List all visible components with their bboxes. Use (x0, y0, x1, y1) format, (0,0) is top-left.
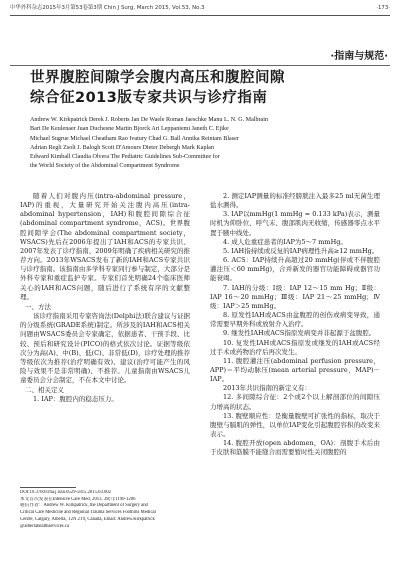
footnote-line: 通信作者：Andrew W. Kirkpatrick, the Department of Surgery and (20, 503, 148, 509)
definition-9: 9. 继发性IAH或ACS指原发病变并非起源于盆腹腔。 (223, 329, 376, 338)
article-title-line-1: 世界腹腔间隙学会腹内高压和腹腔间隙 (30, 70, 285, 86)
definition-8: 8. 原发性IAH或ACS由盆腹腔的创伤或病变导致，通常需要早期外科或放射介入治疗。 (210, 311, 380, 329)
header-page-number: ·173· (376, 5, 390, 11)
definition-10: 10. 复发性IAH或ACS指原发或继发的IAH或ACS经过手术或药物治疗后再次发生。 (210, 338, 380, 356)
footnote-line: Critical Care Medicine and Regional Trauma Services Foothills Medical (20, 510, 156, 516)
definition-3: 3. IAP以mmHg(1 mmHg = 0.133 kPa)表示，测量时机为仰卧位、呼气末、腹部肌肉无收缩，传感器零点水平置于腋中线处。 (210, 210, 380, 237)
left-column (20, 192, 190, 405)
footnote-line: Centre, Calgary, Alberta, T2N 2T9, Canada, Email: Andrew.Kirkpatrick (20, 516, 155, 522)
author-line: Bart De Keulenaer Juan Duchesne Martin Bjorck Ari Leppaniemi Janeth C. Ejike (30, 126, 229, 133)
definition-6: 6. ACS：IAP持续升高超过20 mmHg(伴或不伴腹腔灌注压＜60 mmHg)，合并新发的器官功能障碍或器官功能衰竭。 (210, 256, 380, 283)
footnote-source: 本文首次发表在Intensive Care Med, 2013, 39(7):1190-1206 (20, 496, 136, 502)
definition-4: 4. 成人危重症患者的IAP为5～7 mmHg。 (223, 237, 347, 246)
definition-5: 5. IAH指持续或反复的IAP病理性升高≥12 mmHg。 (223, 246, 379, 255)
running-header (10, 5, 390, 12)
section-tag: ·指南与规范· (330, 51, 388, 62)
definition-12: 12. 多间隙综合征：2个或2个以上解剖部位的间隙压力增高的状态。 (210, 393, 380, 411)
definition-2: 2. 测定IAP测量的标准经膀胱注入最多25 ml无菌生理盐水测得。 (210, 192, 380, 210)
author-list (30, 116, 380, 172)
footnote-email: @albertahealthservices.ca (20, 523, 69, 529)
author-line: the World Society of the Abdominal Compartment Syndrome (30, 163, 180, 170)
author-line: Edward Kimball Claudia Olvera The Pediatric Guidelines Sub-Committee for (30, 154, 220, 161)
definition-7: 7. IAH的分级：Ⅰ级：IAP 12～15 mm Hg；Ⅱ级：IAP 16～20 mmHg；Ⅲ级：IAP 21～25 mmHg；Ⅳ级：IAP＞25 mmHg。 (210, 283, 380, 310)
footnote (20, 490, 192, 530)
title-divider (10, 65, 390, 66)
footnote-doi: DOI:10.3760/cma.j.issn.0529-5815.2015.03.002 (20, 490, 112, 495)
new-definitions-heading: 2013年共识指南的新定义有： (223, 384, 312, 393)
header-journal-info: 中华外科杂志2015年3月第53卷第3期 Chin J Surg, March 2015, Vol.53, No.3 (10, 5, 205, 11)
definition-14: 14. 腹腔开放(open abdomen，OA)：剖腹手术后由于皮肤和筋膜不能缝合而需要暂时性关闭腹腔的 (210, 439, 380, 457)
definition-13: 13. 腹壁顺应性：是衡量腹壁可扩张性的指标，取决于腹壁与膈肌的弹性，以单位IAP变化引起腹腔容积的改变来表示。 (210, 411, 380, 439)
article-title (30, 68, 380, 108)
intro-paragraph: 随着人们对腹内压(intra-abdominal pressure，IAP)的重视，大量研究开始关注腹内高压(intra-abdominal hypertension，IAH)和腹腔间隙综合征(abdominal compartment syndrome，ACS)。世界腹腔间隙学会(The abdominal compartment society，WSACS)先后在2006年提出了IAH和ACS的专家共识、2007年发表了诊疗指南、2009年明确了疾病相关研究的推荐方向。2013年WSACS发布了新的IAH和ACS专家共识与诊疗指南。该指南由多学科专家同行参与制定，大部分是外科专家和重症监护专家。专家们首先明确24个临床医师关心的IAH和ACS问题，随后进行了系统有序的文献整理。 (20, 192, 190, 301)
header-divider (10, 15, 390, 16)
section-heading-definitions: 二、相关定义 (25, 386, 64, 395)
article-title-line-2: 综合征2013版专家共识与诊疗指南 (30, 90, 268, 106)
author-line: Michael Sugrue Michael Cheatham Rao Ivatury Chad G. Ball Annika Reintam Blaser (30, 135, 239, 142)
author-line: Adrian Regli Zsolt J. Balogh Scott D'Amours Dieter Debergh Mark Kaplan (30, 144, 214, 151)
methods-paragraph: 该诊疗指南采用专家咨询法(Delphi法)联合建议与证据的分级系统(GRADE系统)制定。所涉及的IAH和ACS相关问题由WSACS委员会专家确定，依据患者、干预手段、比较、预后和研究设计(PICO)的格式依次讨论。证据等级依次分为高(A)、中(B)、低(C)、非常低(D)，诊疗处理的推荐等级依次为推荐(治疗明确有效)、建议(治疗可能产生的风险与效果不是非常明确)、不推荐。儿童指南由WSACS儿童委员会分会制定，不在本文中讨论。 (20, 312, 190, 385)
author-line: Andrew W. Kirkpatrick Derek J. Roberts Jan De Waele Roman Jaeschke Manu L. N. G. Malbrain (30, 117, 269, 123)
definition-1: 1. IAP：腹腔内的稳态压力。 (33, 395, 118, 404)
footnote-divider (20, 487, 76, 488)
section-heading-methods: 一、方法 (25, 302, 51, 311)
definition-11: 11. 腹腔灌注压(abdominal perfusion pressure，APP)＝平均动脉压(mean arterial pressure，MAP)－IAP。 (210, 356, 380, 384)
right-column (210, 192, 380, 458)
